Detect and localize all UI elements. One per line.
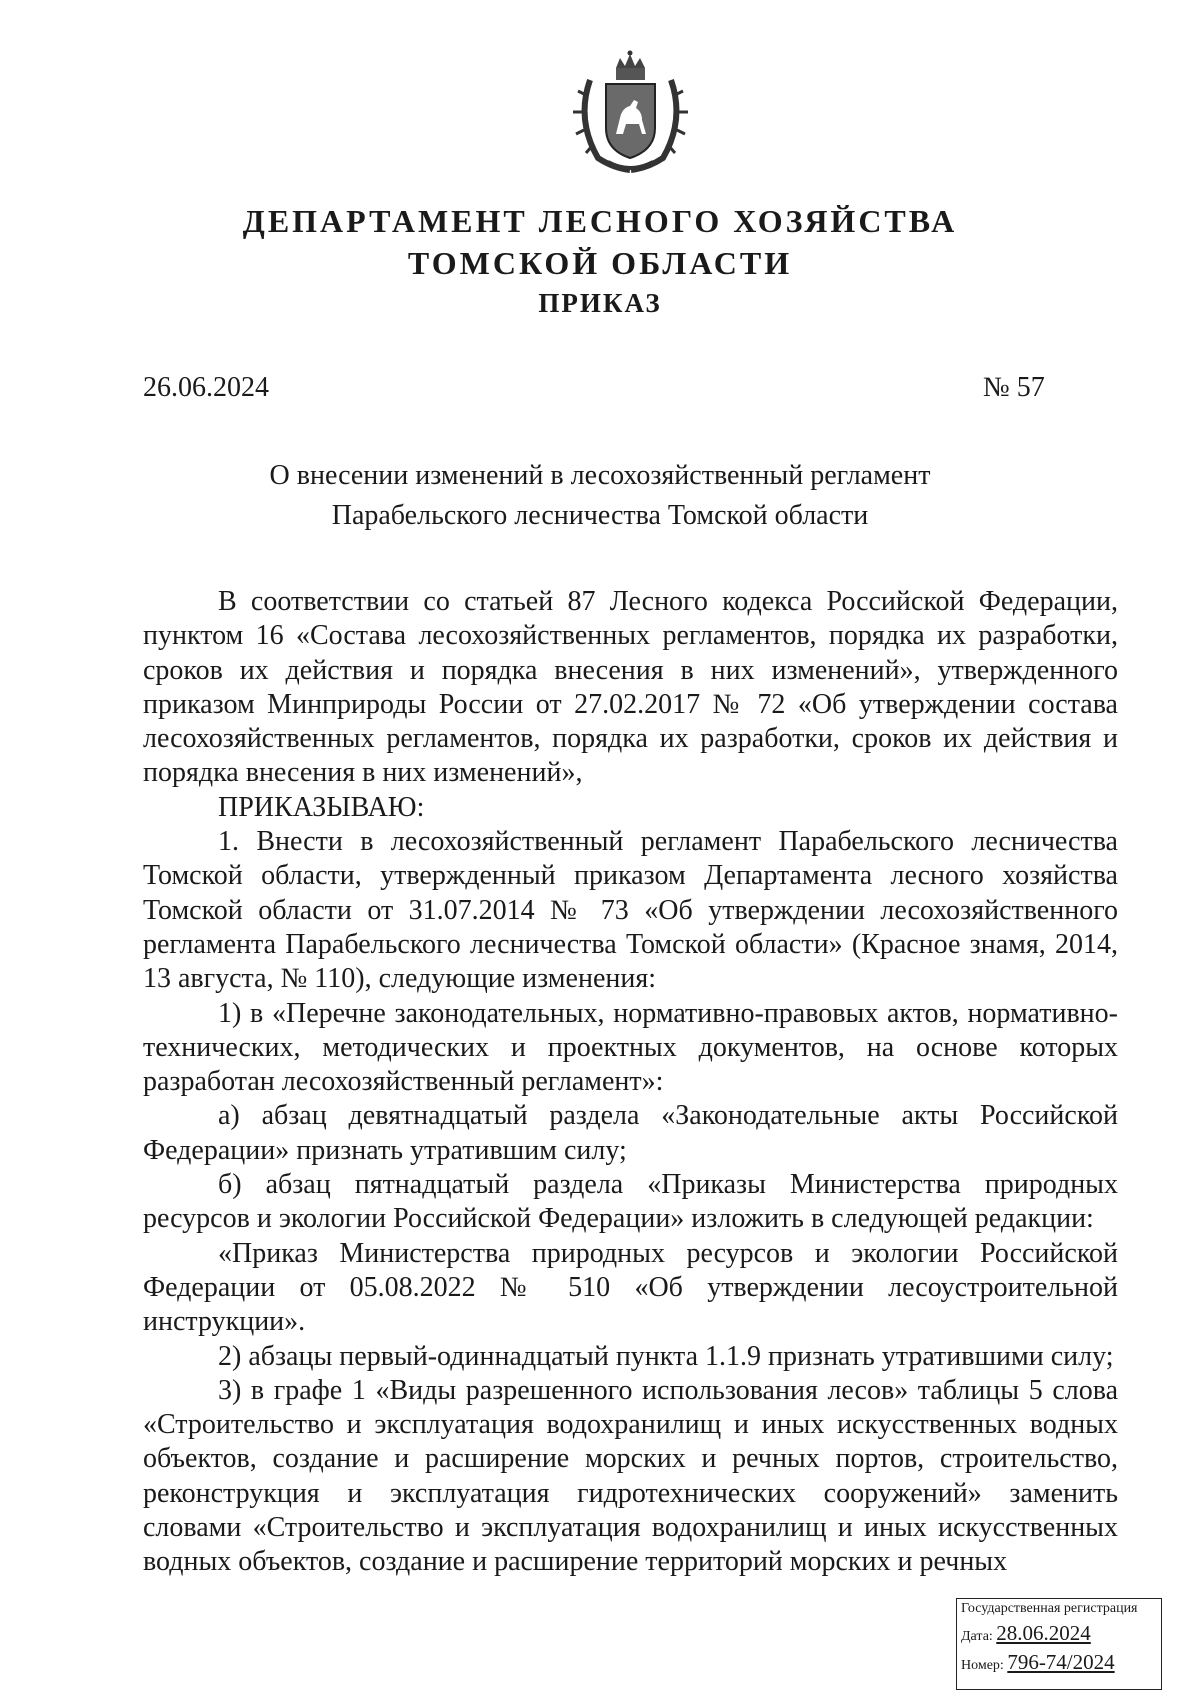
clause-1-2: 2) абзацы первый-одиннадцатый пункта 1.1.9 признать утратившими силу; bbox=[218, 1340, 1114, 1372]
subject-line-2: Парабельского лесничества Томской области bbox=[331, 500, 869, 531]
clause-1-1-a: а) абзац девятнадцатый раздела «Законодательные акты Российской Федерации» признать утратившим силу; bbox=[143, 1100, 1118, 1166]
registration-stamp bbox=[956, 1598, 1162, 1690]
stamp-number-value: 796-74/2024 bbox=[1007, 1650, 1115, 1674]
subject-line-1: О внесении изменений в лесохозяйственный регламент bbox=[269, 460, 931, 491]
stamp-date-row bbox=[961, 1621, 1157, 1646]
stamp-number-label: Номер: bbox=[961, 1658, 1004, 1673]
region-title: ТОМСКОЙ ОБЛАСТИ bbox=[407, 245, 793, 281]
department-title: ДЕПАРТАМЕНТ ЛЕСНОГО ХОЗЯЙСТВА bbox=[242, 203, 958, 239]
stamp-date-label: Дата: bbox=[961, 1629, 993, 1644]
tomsk-oblast-coat-of-arms-icon bbox=[568, 50, 693, 175]
document-type: ПРИКАЗ bbox=[538, 288, 662, 318]
clause-1-1: 1) в «Перечне законодательных, нормативно-правовых актов, нормативно-технических, методических и проектных документов, на основе которых разработан лесохозяйственный регламент»: bbox=[143, 997, 1118, 1098]
clause-1-1-b-text: «Приказ Министерства природных ресурсов и экологии Российской Федерации от 05.08.2022 № 510 «Об утверждении лесоустроительной инструкции». bbox=[143, 1237, 1118, 1338]
stamp-date-value: 28.06.2024 bbox=[996, 1621, 1091, 1645]
clause-1-1-b: б) абзац пятнадцатый раздела «Приказы Министерства природных ресурсов и экологии Российской Федерации» изложить в следующей редакции: bbox=[143, 1169, 1118, 1235]
preamble-paragraph: В соответствии со статьей 87 Лесного кодекса Российской Федерации, пунктом 16 «Состава лесохозяйственных регламентов, порядка их разработки, сроков их действия и порядка внесения в них изменений», утвержденного приказом Минприроды России от 27.02.2017 № 72 «Об утверждении состава лесохозяйственных регламентов, порядка их разработки, сроков их действия и порядка внесения в них изменений», bbox=[143, 586, 1118, 789]
stamp-number-row bbox=[961, 1650, 1157, 1675]
clause-1-3: 3) в графе 1 «Виды разрешенного использования лесов» таблицы 5 слова «Строительство и эксплуатация водохранилищ и иных искусственных водных объектов, создание и расширение морских и речных портов, строительство, реконструкция и эксплуатация гидротехнических сооружений» заменить словами «Строительство и эксплуатация водохранилищ и иных искусственных водных объектов, создание и расширение территорий морских и речных bbox=[143, 1374, 1118, 1578]
order-body bbox=[143, 585, 1118, 1580]
order-number: № 57 bbox=[983, 372, 1045, 403]
order-date: 26.06.2024 bbox=[143, 372, 269, 403]
clause-1: 1. Внести в лесохозяйственный регламент Парабельского лесничества Томской области, утвержденный приказом Департамента лесного хозяйства Томской области от 31.07.2014 № 73 «Об утверждении лесохозяйственного регламента Парабельского лесничества Томской области» (Красное знамя, 2014, 13 августа, № 110), следующие изменения: bbox=[143, 826, 1118, 995]
order-command: ПРИКАЗЫВАЮ: bbox=[218, 791, 425, 823]
stamp-title: Государственная регистрация bbox=[961, 1601, 1138, 1616]
